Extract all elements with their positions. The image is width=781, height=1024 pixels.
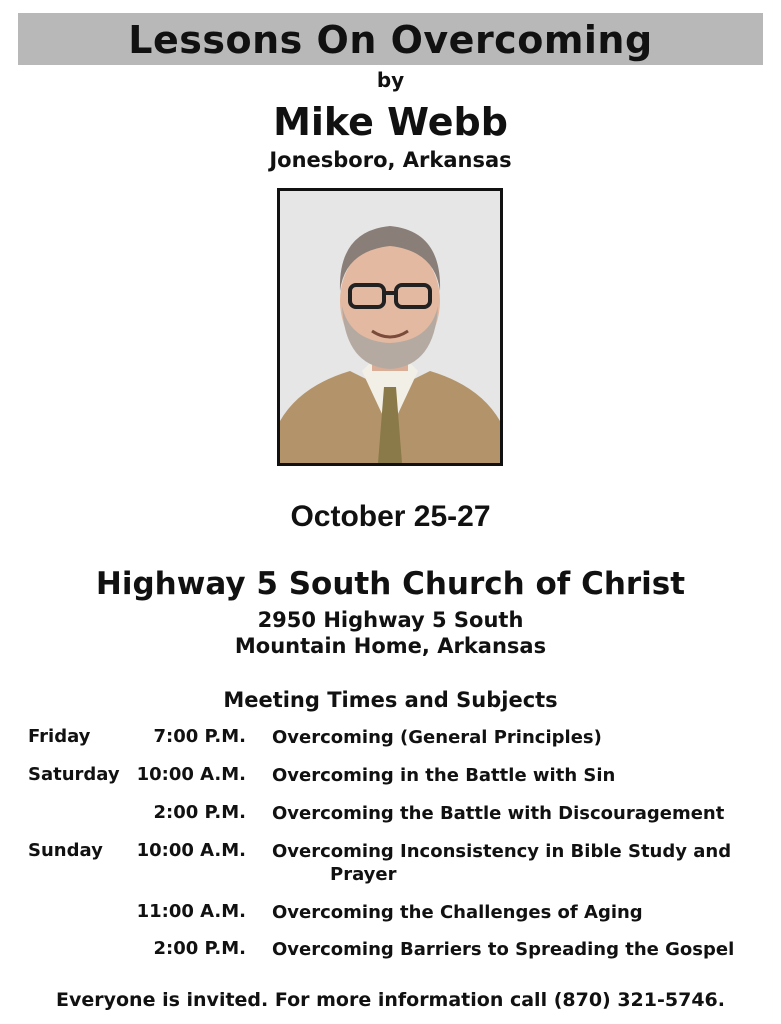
schedule-subject xyxy=(272,938,742,961)
event-dates: October 25-27 xyxy=(290,500,491,533)
schedule-subject xyxy=(272,726,742,749)
venue-address-line1: 2950 Highway 5 South xyxy=(257,608,524,632)
schedule-row xyxy=(0,840,781,885)
schedule-subject-continuation: Prayer xyxy=(330,864,397,885)
schedule-row xyxy=(0,802,781,832)
schedule-time: 10:00 A.M. xyxy=(136,764,246,785)
schedule-subject-text: Overcoming the Battle with Discouragement xyxy=(272,803,725,824)
schedule-time: 2:00 P.M. xyxy=(153,938,246,959)
schedule-time: 11:00 A.M. xyxy=(136,901,246,922)
schedule-row xyxy=(0,726,781,756)
portrait-illustration xyxy=(280,191,500,463)
schedule-row xyxy=(0,938,781,968)
schedule-subject-text: Overcoming in the Battle with Sin xyxy=(272,765,616,786)
schedule-subject-text: Overcoming Barriers to Spreading the Gospel xyxy=(272,939,735,960)
speaker-hometown: Jonesboro, Arkansas xyxy=(269,148,512,172)
schedule-subject-text: Overcoming (General Principles) xyxy=(272,727,602,748)
schedule-day: Friday xyxy=(28,726,91,747)
venue-address-line2: Mountain Home, Arkansas xyxy=(234,634,547,658)
venue-name: Highway 5 South Church of Christ xyxy=(95,566,686,602)
schedule-row xyxy=(0,764,781,794)
schedule-subject-text: Overcoming Inconsistency in Bible Study and xyxy=(272,841,732,862)
page-title: Lessons On Overcoming xyxy=(128,18,653,62)
schedule-subject-text: Overcoming the Challenges of Aging xyxy=(272,902,643,923)
by-label: by xyxy=(376,68,405,92)
schedule-time: 7:00 P.M. xyxy=(153,726,246,747)
schedule-subject xyxy=(272,840,742,886)
schedule-subject xyxy=(272,901,742,924)
schedule-subject xyxy=(272,764,742,787)
schedule-day: Saturday xyxy=(28,764,120,785)
schedule-time: 10:00 A.M. xyxy=(136,840,246,861)
schedule-time: 2:00 P.M. xyxy=(153,802,246,823)
schedule-subject xyxy=(272,802,742,825)
schedule-heading: Meeting Times and Subjects xyxy=(223,688,558,712)
speaker-name: Mike Webb xyxy=(273,100,508,144)
contact-footer: Everyone is invited. For more information call (870) 321-5746. xyxy=(56,989,725,1011)
speaker-portrait-photo xyxy=(277,188,503,466)
schedule-row xyxy=(0,901,781,931)
schedule-day: Sunday xyxy=(28,840,103,861)
